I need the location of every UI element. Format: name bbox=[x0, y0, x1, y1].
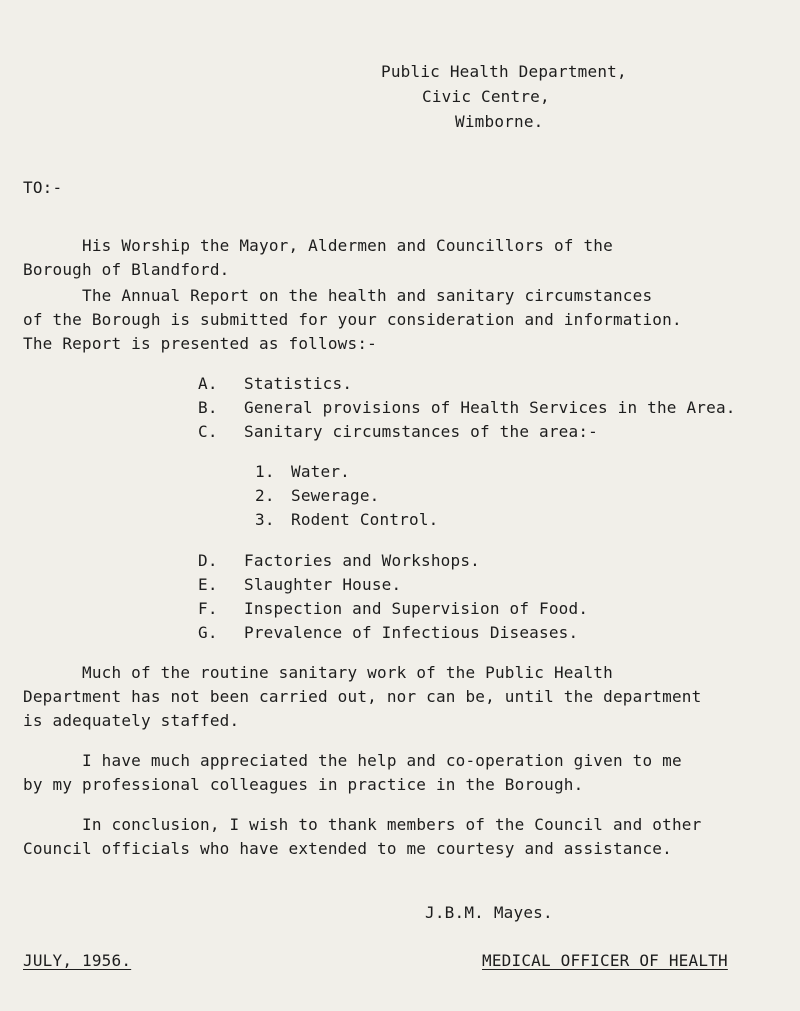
section-letter-a: A. bbox=[198, 374, 218, 393]
subsection-number-3: 3. bbox=[255, 510, 275, 529]
section-text-a: Statistics. bbox=[244, 374, 353, 393]
section-text-b: General provisions of Health Services in the Area. bbox=[244, 398, 736, 417]
section-letter-f: F. bbox=[198, 599, 218, 618]
section-letter-d: D. bbox=[198, 551, 218, 570]
paragraph-3-line-2: Council officials who have extended to me courtesy and assistance. bbox=[23, 839, 672, 858]
subsection-text-3: Rodent Control. bbox=[291, 510, 439, 529]
subsection-text-1: Water. bbox=[291, 462, 350, 481]
subsection-number-2: 2. bbox=[255, 486, 275, 505]
intro-line-3: The Report is presented as follows:- bbox=[23, 334, 377, 353]
section-letter-c: C. bbox=[198, 422, 218, 441]
signature: J.B.M. Mayes. bbox=[425, 903, 553, 922]
address-line-2: Civic Centre, bbox=[422, 87, 550, 106]
intro-line-1: The Annual Report on the health and sanitary circumstances bbox=[82, 286, 653, 305]
section-letter-e: E. bbox=[198, 575, 218, 594]
paragraph-1-line-3: is adequately staffed. bbox=[23, 711, 240, 730]
paragraph-1-line-2: Department has not been carried out, nor can be, until the department bbox=[23, 687, 702, 706]
salutation-line-2: Borough of Blandford. bbox=[23, 260, 230, 279]
signatory-title: MEDICAL OFFICER OF HEALTH bbox=[482, 951, 728, 970]
report-date: JULY, 1956. bbox=[23, 951, 132, 970]
section-text-g: Prevalence of Infectious Diseases. bbox=[244, 623, 579, 642]
section-text-e: Slaughter House. bbox=[244, 575, 402, 594]
paragraph-2-line-2: by my professional colleagues in practice in the Borough. bbox=[23, 775, 584, 794]
section-text-f: Inspection and Supervision of Food. bbox=[244, 599, 589, 618]
paragraph-2-line-1: I have much appreciated the help and co-operation given to me bbox=[82, 751, 682, 770]
section-text-d: Factories and Workshops. bbox=[244, 551, 480, 570]
address-line-3: Wimborne. bbox=[455, 112, 544, 131]
section-letter-g: G. bbox=[198, 623, 218, 642]
salutation-line-1: His Worship the Mayor, Aldermen and Councillors of the bbox=[82, 236, 613, 255]
section-letter-b: B. bbox=[198, 398, 218, 417]
address-line-1: Public Health Department, bbox=[381, 62, 627, 81]
intro-line-2: of the Borough is submitted for your consideration and information. bbox=[23, 310, 682, 329]
paragraph-3-line-1: In conclusion, I wish to thank members of the Council and other bbox=[82, 815, 702, 834]
section-text-c: Sanitary circumstances of the area:- bbox=[244, 422, 598, 441]
paragraph-1-line-1: Much of the routine sanitary work of the Public Health bbox=[82, 663, 613, 682]
subsection-number-1: 1. bbox=[255, 462, 275, 481]
subsection-text-2: Sewerage. bbox=[291, 486, 380, 505]
to-label: TO:- bbox=[23, 178, 63, 197]
